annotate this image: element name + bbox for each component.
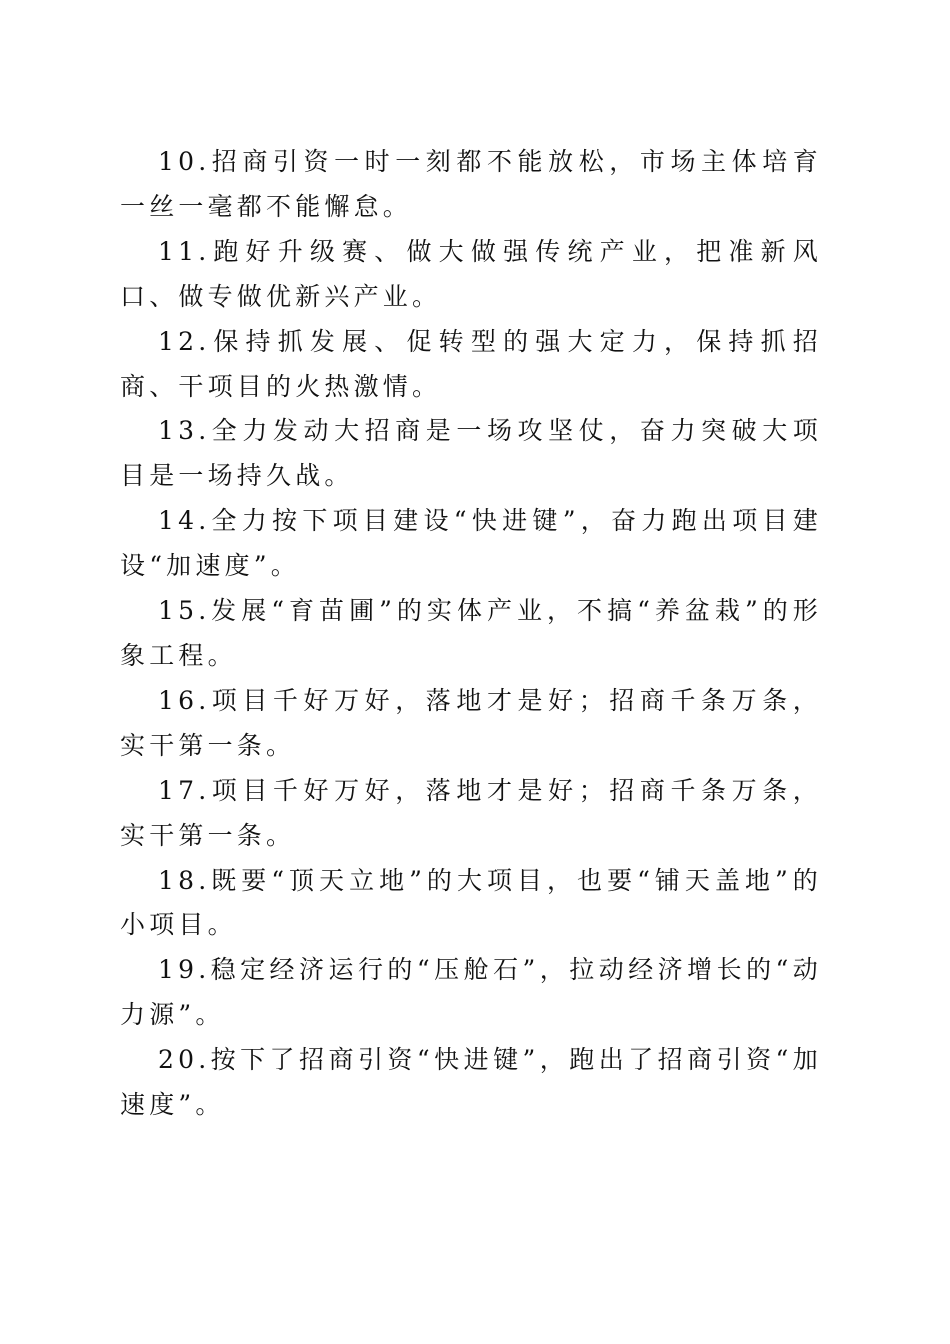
paragraph-19: 19.稳定经济运行的“压舱石”，拉动经济增长的“动力源”。: [120, 955, 822, 1030]
paragraph-20: 20.按下了招商引资“快进键”，跑出了招商引资“加速度”。: [120, 1045, 822, 1120]
document-body: [120, 140, 822, 1128]
paragraph-17: 17.项目千好万好，落地才是好；招商千条万条，实干第一条。: [120, 775, 822, 850]
paragraph-16: 16.项目千好万好，落地才是好；招商千条万条，实干第一条。: [120, 685, 822, 760]
paragraph-11: 11.跑好升级赛、做大做强传统产业，把准新风口、做专做优新兴产业。: [120, 236, 822, 311]
paragraph-12: 12.保持抓发展、促转型的强大定力，保持抓招商、干项目的火热激情。: [120, 326, 822, 401]
paragraph-18: 18.既要“顶天立地”的大项目，也要“铺天盖地”的小项目。: [120, 865, 822, 940]
paragraph-13: 13.全力发动大招商是一场攻坚仗，奋力突破大项目是一场持久战。: [120, 416, 822, 491]
paragraph-10: 10.招商引资一时一刻都不能放松，市场主体培育一丝一毫都不能懈怠。: [120, 147, 822, 221]
paragraph-15: 15.发展“育苗圃”的实体产业，不搞“养盆栽”的形象工程。: [120, 596, 822, 670]
paragraph-14: 14.全力按下项目建设“快进键”，奋力跑出项目建设“加速度”。: [120, 506, 822, 581]
